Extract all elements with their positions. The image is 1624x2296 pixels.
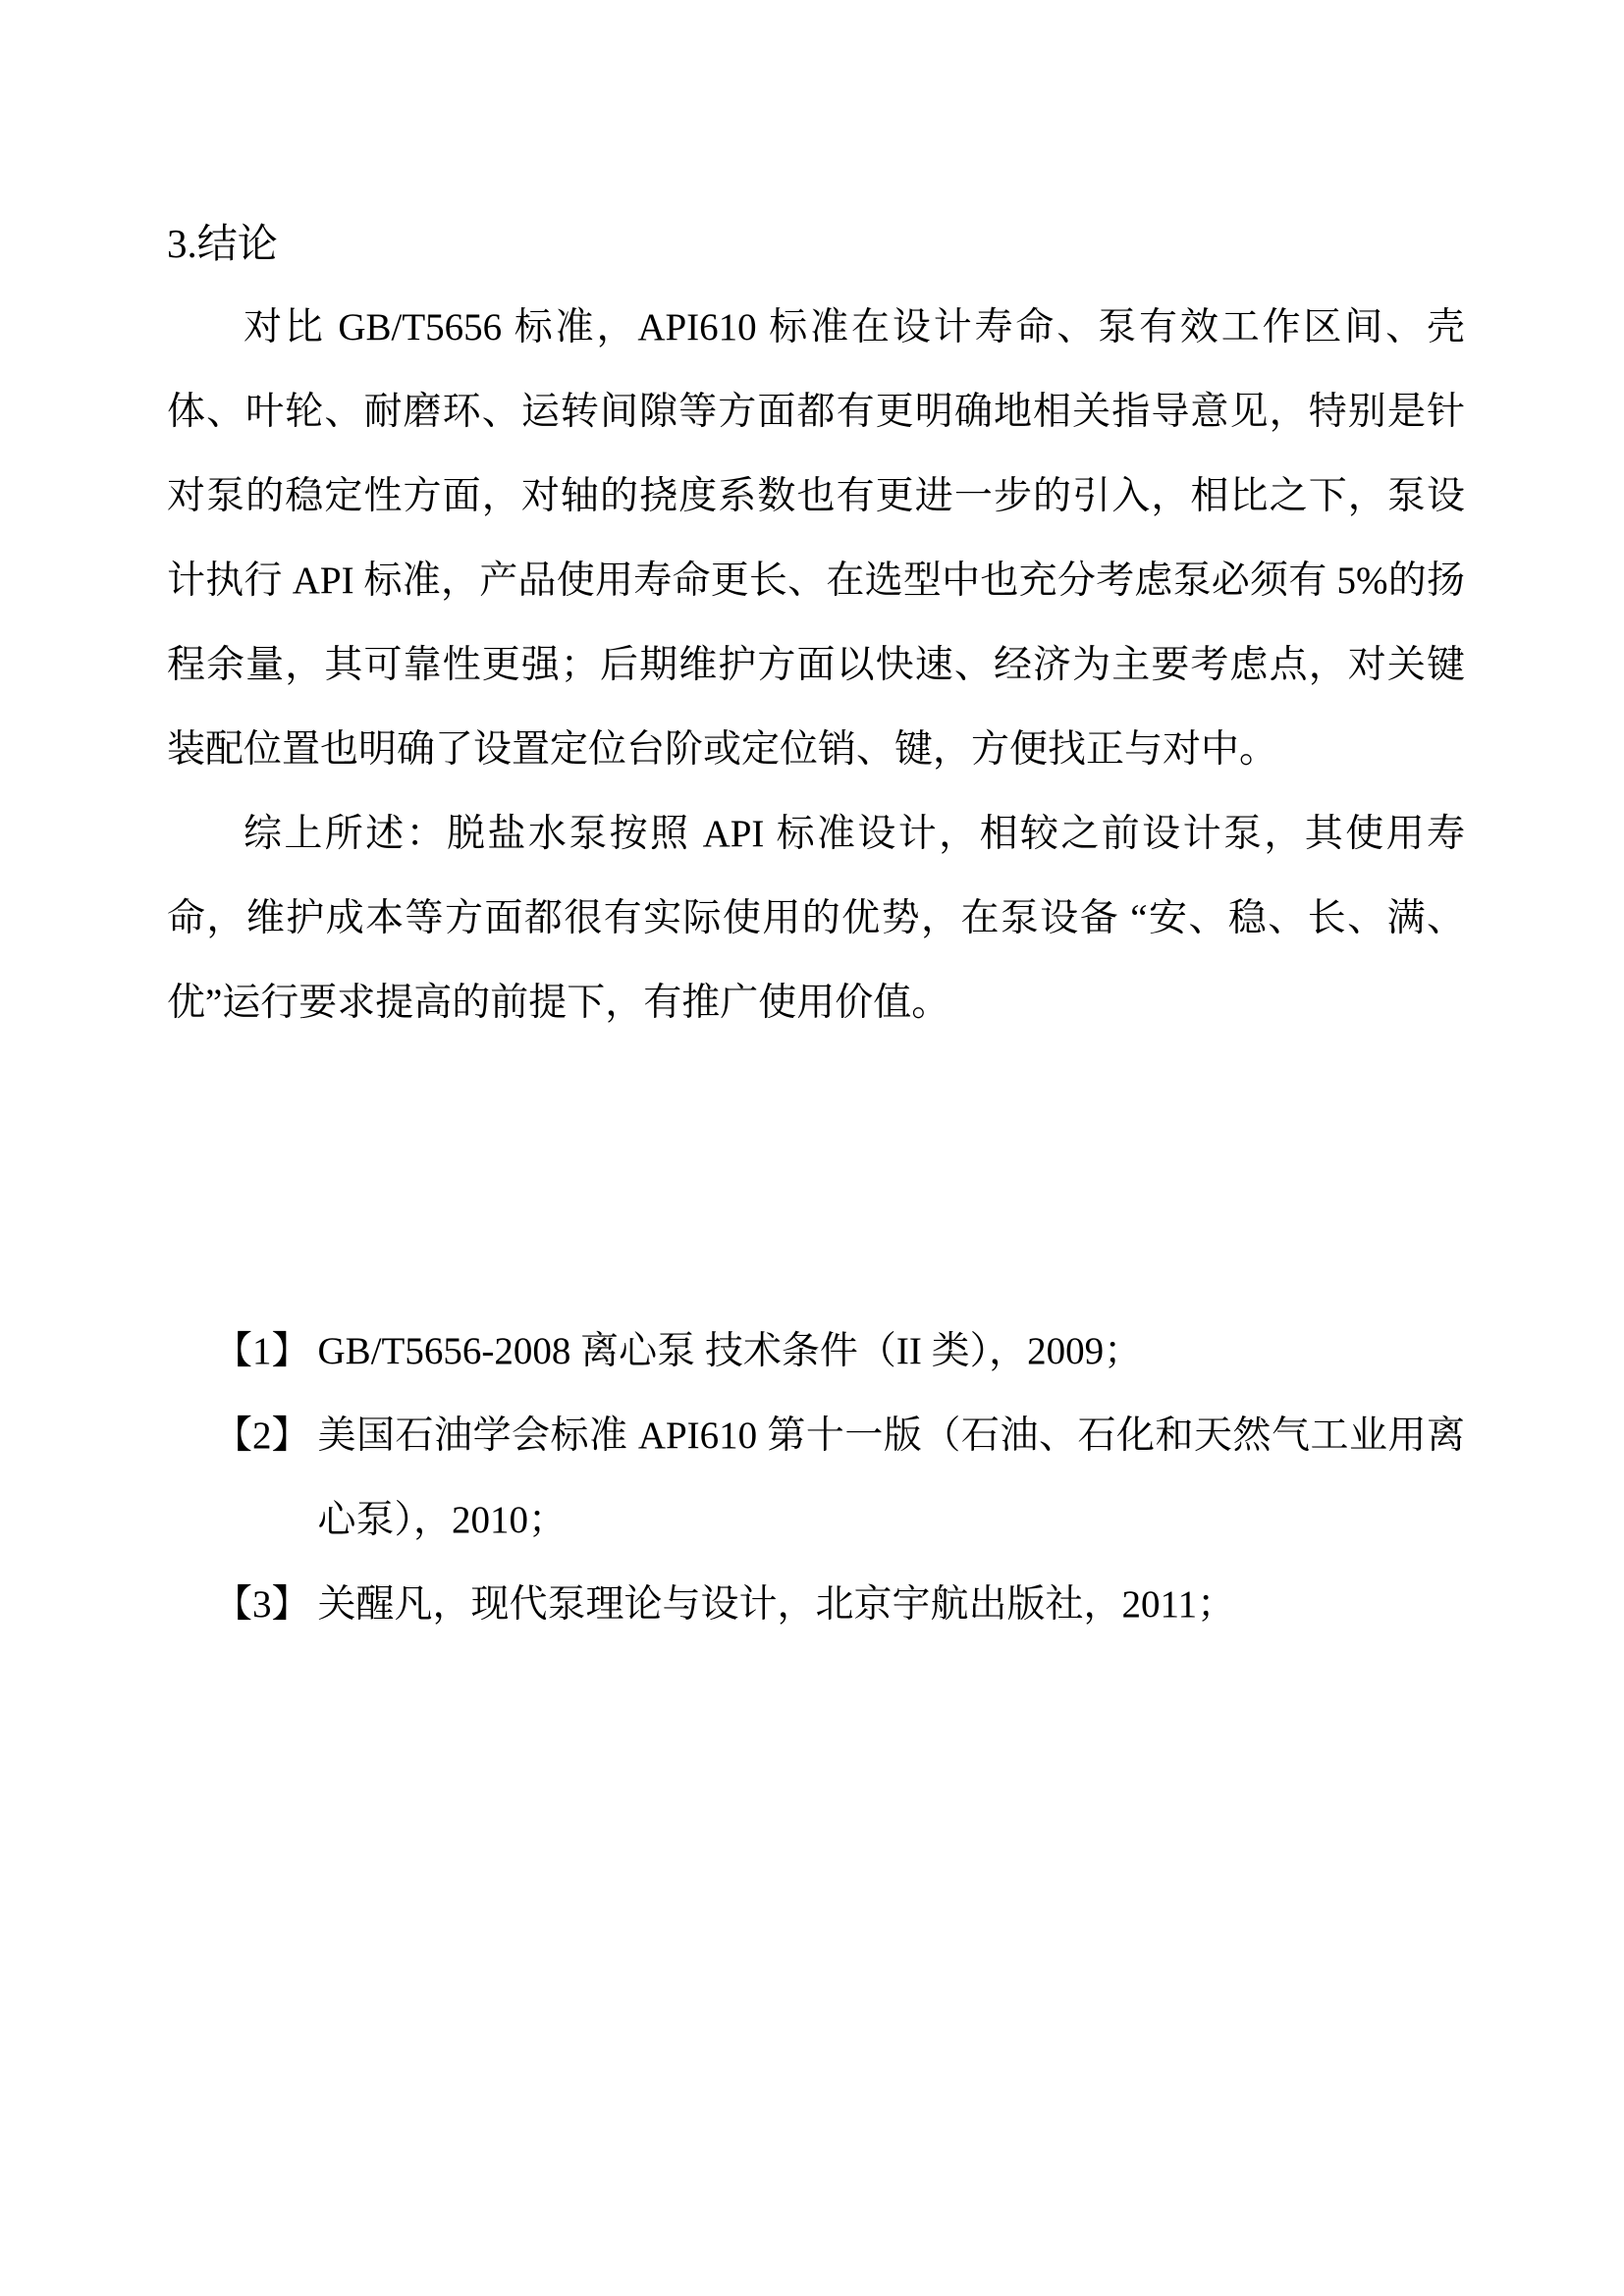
reference-list [167,1309,1465,1647]
section-heading: 3.结论 [167,221,278,266]
document-content [167,201,1465,1647]
reference-marker: 【1】 [214,1330,310,1372]
reference-text: 关醒凡，现代泵理论与设计，北京宇航出版社，2011； [317,1583,1236,1626]
reference-marker: 【2】 [214,1415,310,1457]
paragraph-comparison: 对比 GB/T5656 标准，API610 标准在设计寿命、泵有效工作区间、壳体、叶轮、耐磨环、运转间隙等方面都有更明确地相关指导意见，特别是针对泵的稳定性方面，对轴的挠度系数也有更进一步的引入，相比之下，泵设计执行 API 标准，产品使用寿命更长、在选型中也充分考虑泵必须有 5%的扬程余量，其可靠性更强；后期维护方面以快速、经济为主要考虑点，对关键装配位置也明确了设置定位台阶或定位销、键，方便找正与对中。 [167,306,1465,771]
reference-item [167,1394,1465,1563]
reference-item [167,1563,1465,1647]
reference-text: GB/T5656-2008 离心泵 技术条件（II 类），2009； [317,1330,1143,1372]
reference-item [167,1309,1465,1394]
reference-text: 美国石油学会标准 API610 第十一版（石油、石化和天然气工业用离心泵），2010； [317,1415,1465,1541]
reference-marker: 【3】 [214,1583,310,1626]
paragraph-summary: 综上所述：脱盐水泵按照 API 标准设计，相较之前设计泵，其使用寿命，维护成本等方面都很有实际使用的优势，在泵设备 “安、稳、长、满、优”运行要求提高的前提下，有推广使用价值。 [167,813,1465,1024]
